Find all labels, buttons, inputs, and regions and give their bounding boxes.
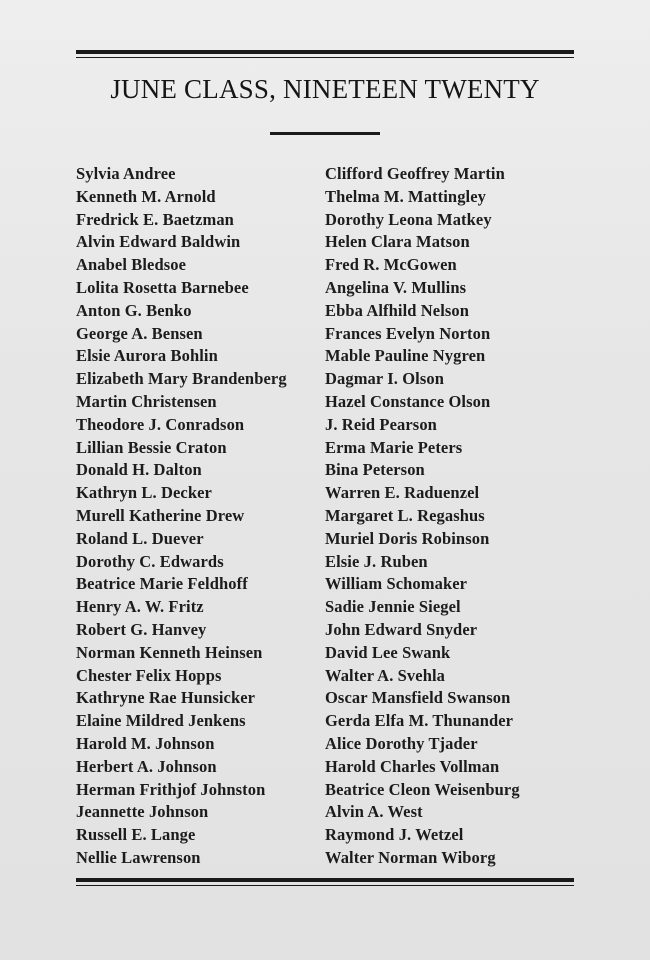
student-name: Erma Marie Peters: [325, 437, 463, 457]
student-name: George A. Bensen: [76, 323, 203, 343]
student-name: Lillian Bessie Craton: [76, 437, 227, 457]
student-name: Harold Charles Vollman: [325, 756, 500, 776]
student-name: Anabel Bledsoe: [76, 255, 187, 275]
student-name: Sylvia Andree: [76, 164, 176, 183]
student-name: David Lee Swank: [325, 642, 451, 662]
page-title: JUNE CLASS, NINETEEN TWENTY: [110, 74, 540, 104]
student-name: Roland L. Duever: [76, 528, 204, 548]
student-name: Walter Norman Wiborg: [325, 847, 496, 867]
student-name: Walter A. Svehla: [325, 665, 446, 685]
top-double-rule: [76, 50, 574, 58]
student-name: Lolita Rosetta Barnebee: [76, 277, 249, 297]
student-name: J. Reid Pearson: [325, 414, 437, 434]
student-name: Kenneth M. Arnold: [76, 186, 216, 206]
student-name: Norman Kenneth Heinsen: [76, 642, 263, 662]
student-name: Martin Christensen: [76, 391, 217, 411]
student-name: Anton G. Benko: [76, 300, 192, 320]
student-name: Theodore J. Conradson: [76, 414, 245, 434]
student-name: Dagmar I. Olson: [325, 369, 444, 389]
student-name: Nellie Lawrenson: [76, 847, 201, 867]
student-name: Oscar Mansfield Swanson: [325, 688, 511, 708]
bottom-double-rule: [76, 878, 574, 886]
student-name: Elsie J. Ruben: [325, 551, 428, 571]
student-name: Kathryne Rae Hunsicker: [76, 688, 256, 708]
student-name: Clifford Geoffrey Martin: [325, 164, 505, 183]
student-name: Frances Evelyn Norton: [325, 323, 491, 343]
student-name: William Schomaker: [325, 574, 468, 594]
student-name: Muriel Doris Robinson: [325, 528, 490, 548]
names-column-right: [325, 163, 575, 870]
student-name: Harold M. Johnson: [76, 733, 215, 753]
student-name: Henry A. W. Fritz: [76, 597, 204, 617]
student-name: Beatrice Marie Feldhoff: [76, 574, 248, 594]
student-name: Dorothy C. Edwards: [76, 551, 224, 571]
student-name: Mable Pauline Nygren: [325, 346, 486, 366]
student-name: Elsie Aurora Bohlin: [76, 346, 218, 366]
student-name: Margaret L. Regashus: [325, 505, 485, 525]
student-name: Raymond J. Wetzel: [325, 825, 464, 845]
student-name: Chester Felix Hopps: [76, 665, 222, 685]
student-name: Warren E. Raduenzel: [325, 483, 480, 503]
student-name: Beatrice Cleon Weisenburg: [325, 779, 520, 799]
student-name: Kathryn L. Decker: [76, 483, 212, 503]
student-name: Alice Dorothy Tjader: [325, 733, 478, 753]
student-name: Herman Frithjof Johnston: [76, 779, 266, 799]
student-name: Jeannette Johnson: [76, 802, 209, 822]
title-underline: [270, 132, 380, 135]
bottom-rule-thin-line: [76, 885, 574, 886]
student-name: Fredrick E. Baetzman: [76, 209, 234, 229]
student-name: Elaine Mildred Jenkens: [76, 711, 246, 731]
names-column-left: [76, 163, 326, 870]
student-name: Fred R. McGowen: [325, 255, 457, 275]
student-name: Alvin Edward Baldwin: [76, 232, 241, 252]
student-name: Thelma M. Mattingley: [325, 186, 487, 206]
student-name: Ebba Alfhild Nelson: [325, 300, 470, 320]
student-name: Gerda Elfa M. Thunander: [325, 711, 514, 731]
student-name: Robert G. Hanvey: [76, 619, 207, 639]
student-name: Helen Clara Matson: [325, 232, 470, 252]
student-name: Alvin A. West: [325, 802, 423, 822]
student-name: John Edward Snyder: [325, 619, 478, 639]
student-name: Sadie Jennie Siegel: [325, 597, 461, 617]
student-name: Dorothy Leona Matkey: [325, 209, 492, 229]
student-name: Donald H. Dalton: [76, 460, 202, 480]
student-name: Russell E. Lange: [76, 825, 196, 845]
student-name: Bina Peterson: [325, 460, 425, 480]
student-name: Herbert A. Johnson: [76, 756, 217, 776]
student-name: Hazel Constance Olson: [325, 391, 491, 411]
top-rule-thin-line: [76, 57, 574, 58]
student-name: Elizabeth Mary Brandenberg: [76, 369, 287, 389]
student-name: Angelina V. Mullins: [325, 277, 467, 297]
student-name: Murell Katherine Drew: [76, 505, 245, 525]
